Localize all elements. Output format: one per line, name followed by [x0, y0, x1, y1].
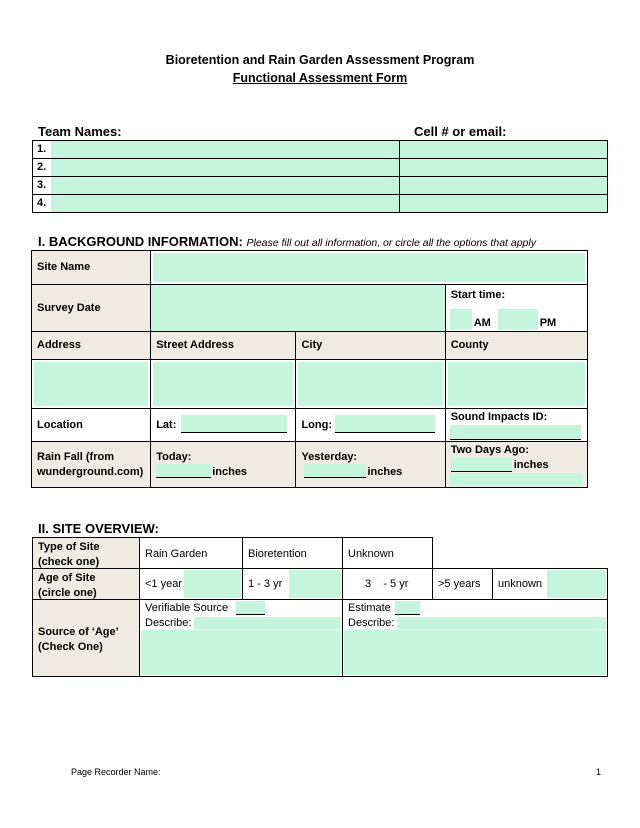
estimate-describe-line[interactable]: [397, 617, 606, 629]
location-cell: [32, 409, 151, 442]
city-cell: [296, 332, 445, 360]
age-option-unknown[interactable]: [493, 569, 608, 600]
team-table: [32, 140, 608, 213]
survey-date-cell: [32, 285, 151, 332]
long-cell: [296, 409, 445, 442]
age-option-over-5[interactable]: [433, 569, 493, 600]
location-label: Location: [37, 419, 83, 431]
type-label-line1: Type of Site: [38, 541, 100, 553]
survey-date-input[interactable]: [151, 285, 446, 332]
type-option-unknown[interactable]: [343, 538, 433, 569]
page-number: 1: [596, 767, 602, 777]
street-address-input[interactable]: [153, 362, 293, 406]
background-heading-text: I. BACKGROUND INFORMATION:: [38, 234, 243, 249]
team-name-row-2[interactable]: [33, 159, 400, 177]
estimate-check-input[interactable]: [395, 601, 420, 615]
age-option-label: 3 - 5 yr: [365, 578, 409, 590]
yesterday-input[interactable]: [304, 464, 366, 478]
team-name-input[interactable]: [51, 177, 399, 194]
overview-table: [32, 537, 608, 677]
team-row-number: 2.: [37, 161, 47, 173]
type-empty-cell: [433, 538, 608, 569]
team-row-number: 1.: [37, 143, 47, 155]
address-cell: [32, 332, 151, 360]
source-of-age-cell: [33, 600, 140, 677]
team-contact-input[interactable]: [400, 177, 608, 195]
site-name-label: Site Name: [37, 261, 91, 273]
type-option-label: Unknown: [348, 548, 394, 560]
age-option-label: 1 - 3 yr: [248, 578, 283, 590]
rainfall-today-cell: [151, 442, 296, 488]
verifiable-check-input[interactable]: [236, 601, 265, 615]
rainfall-label-line2: wunderground.com): [37, 466, 144, 478]
team-row-number: 4.: [37, 197, 47, 209]
lat-input[interactable]: [181, 415, 287, 433]
start-time-cell: [445, 285, 587, 332]
site-name-field[interactable]: [151, 251, 588, 285]
team-name-row-1[interactable]: [33, 141, 400, 159]
overview-heading: II. SITE OVERVIEW:: [38, 521, 159, 536]
age-option-label: <1 year: [145, 578, 182, 590]
type-option-label: Rain Garden: [145, 548, 208, 560]
sound-impacts-label: Sound Impacts ID:: [450, 411, 548, 423]
rainfall-label-line1: Rain Fall (from: [37, 451, 115, 463]
type-option-label: Bioretention: [248, 548, 307, 560]
age-unknown-input[interactable]: [547, 570, 606, 598]
start-hour-input[interactable]: [450, 309, 472, 330]
age-of-site-cell: [33, 569, 140, 600]
county-cell: [445, 332, 587, 360]
program-title: Bioretention and Rain Garden Assessment Program: [165, 53, 475, 67]
background-instruction: Please fill out all information, or circle all the options that apply: [246, 237, 536, 249]
background-table: [31, 250, 588, 488]
team-name-row-3[interactable]: [33, 177, 400, 195]
age-option-1-3[interactable]: [243, 569, 343, 600]
start-time-label: Start time:: [450, 289, 506, 301]
today-unit: inches: [212, 466, 248, 478]
sound-impacts-input[interactable]: [450, 425, 581, 440]
verifiable-describe-input[interactable]: [141, 630, 341, 675]
form-title: Functional Assessment Form: [232, 71, 408, 85]
age-label-line2: (circle one): [38, 587, 97, 599]
age-option-3-5[interactable]: [343, 569, 433, 600]
long-input[interactable]: [335, 415, 435, 433]
estimate-label: Estimate: [348, 602, 391, 614]
verifiable-describe-label: Describe:: [145, 617, 192, 629]
long-label: Long:: [301, 419, 332, 431]
county-label: County: [450, 339, 489, 351]
team-name-input[interactable]: [51, 159, 399, 176]
two-days-extra-input[interactable]: [450, 473, 583, 485]
age-option-under-1[interactable]: [140, 569, 243, 600]
two-days-unit: inches: [513, 459, 549, 471]
background-heading: [38, 234, 536, 249]
estimate-describe-label: Describe:: [348, 617, 395, 629]
age-under-1-input[interactable]: [184, 570, 241, 598]
street-address-label: Street Address: [156, 339, 235, 351]
city-input[interactable]: [298, 362, 442, 406]
site-name-input[interactable]: [153, 253, 585, 282]
team-contact-input[interactable]: [400, 195, 608, 213]
today-input[interactable]: [156, 464, 211, 478]
team-contact-input[interactable]: [400, 159, 608, 177]
type-label-line2: (check one): [38, 556, 100, 568]
street-address-input-cell[interactable]: [151, 360, 296, 409]
verifiable-source-cell: [140, 600, 343, 677]
team-name-input[interactable]: [51, 195, 399, 212]
page-recorder-label: Page Recorder Name:: [71, 767, 161, 777]
age-1-3-input[interactable]: [289, 570, 341, 598]
address-label: Address: [37, 339, 82, 351]
age-option-label: >5 years: [438, 578, 481, 590]
city-label: City: [301, 339, 323, 351]
site-name-cell: [32, 251, 151, 285]
yesterday-label: Yesterday:: [301, 451, 358, 463]
address-input[interactable]: [34, 362, 148, 406]
yesterday-unit: inches: [367, 466, 403, 478]
rainfall-yesterday-cell: [296, 442, 445, 488]
team-contact-input[interactable]: [400, 141, 608, 159]
am-label[interactable]: AM: [473, 317, 491, 329]
team-name-input[interactable]: [51, 141, 399, 158]
age-label-line1: Age of Site: [38, 572, 96, 584]
type-option-bioretention[interactable]: [243, 538, 343, 569]
lat-label: Lat:: [156, 419, 177, 431]
verifiable-source-label: Verifiable Source: [145, 602, 229, 614]
two-days-input[interactable]: [451, 458, 512, 472]
type-of-site-cell: [33, 538, 140, 569]
verifiable-describe-line[interactable]: [194, 617, 341, 629]
pm-label[interactable]: PM: [539, 317, 557, 329]
source-label-line1: Source of ‘Age’: [38, 626, 119, 638]
age-option-label: unknown: [498, 578, 543, 590]
start-minute-input[interactable]: [498, 309, 538, 330]
two-days-label: Two Days Ago:: [450, 444, 529, 456]
city-input-cell[interactable]: [296, 360, 445, 409]
rainfall-two-days-cell: [445, 442, 587, 488]
estimate-cell: [343, 600, 608, 677]
source-label-line2: (Check One): [38, 641, 103, 653]
contact-label: Cell # or email:: [414, 124, 507, 139]
type-option-rain-garden[interactable]: [140, 538, 243, 569]
address-input-cell[interactable]: [32, 360, 151, 409]
lat-cell: [151, 409, 296, 442]
team-row-number: 3.: [37, 179, 47, 191]
street-address-cell: [151, 332, 296, 360]
today-label: Today:: [156, 451, 192, 463]
county-input-cell[interactable]: [445, 360, 587, 409]
estimate-describe-input[interactable]: [344, 630, 606, 675]
county-input[interactable]: [448, 362, 585, 406]
team-names-label: Team Names:: [38, 124, 122, 139]
rainfall-cell: [32, 442, 151, 488]
survey-date-label: Survey Date: [37, 302, 101, 314]
sound-impacts-cell: [445, 409, 587, 442]
team-name-row-4[interactable]: [33, 195, 400, 213]
